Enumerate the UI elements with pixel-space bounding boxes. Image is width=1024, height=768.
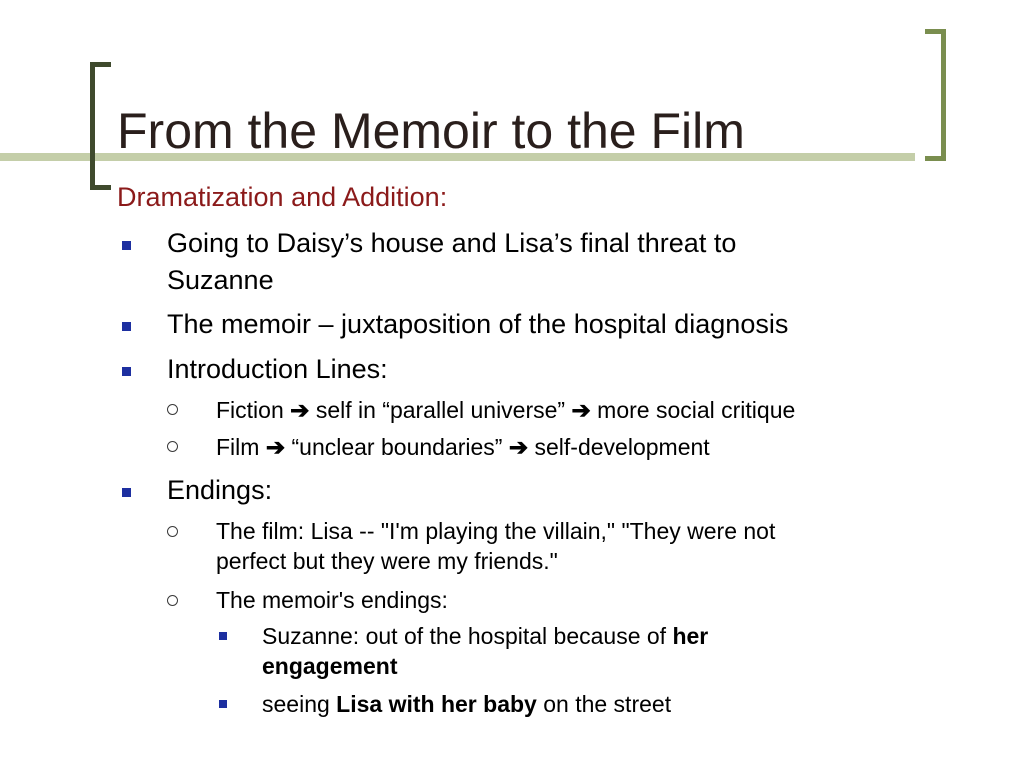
emphasis-text: engagement bbox=[262, 653, 398, 679]
sub-item-text: The memoir's endings: bbox=[216, 587, 448, 613]
sub-sub-list-item bbox=[262, 621, 708, 651]
slide-subtitle: Dramatization and Addition: bbox=[117, 182, 448, 212]
sub-list-item bbox=[216, 516, 775, 546]
slide-title: From the Memoir to the Film bbox=[117, 103, 745, 159]
list-item bbox=[167, 472, 272, 509]
sub-item-text: self in “parallel universe” bbox=[315, 397, 566, 423]
square-bullet-icon bbox=[219, 700, 227, 708]
sub-list-item-continuation bbox=[216, 546, 558, 576]
right-arrow-icon: ➔ bbox=[571, 397, 591, 423]
list-item-continuation bbox=[167, 262, 274, 299]
right-arrow-icon: ➔ bbox=[290, 397, 310, 423]
sub-list-item bbox=[216, 585, 448, 615]
circle-bullet-icon bbox=[167, 404, 178, 415]
sub-list-item bbox=[216, 432, 710, 462]
right-arrow-icon: ➔ bbox=[265, 434, 286, 460]
square-bullet-icon bbox=[219, 632, 227, 640]
square-bullet-icon bbox=[122, 367, 131, 376]
square-bullet-icon bbox=[122, 322, 131, 331]
list-item bbox=[167, 225, 736, 262]
list-item-text: Introduction Lines: bbox=[167, 354, 388, 384]
right-arrow-icon: ➔ bbox=[508, 434, 529, 460]
sub-sub-item-text: on the street bbox=[543, 691, 672, 717]
emphasis-text: Lisa with her baby bbox=[336, 691, 537, 717]
sub-sub-item-text: seeing bbox=[262, 691, 330, 717]
sub-sub-list-item bbox=[262, 689, 671, 719]
sub-sub-item-text: Suzanne: out of the hospital because of bbox=[262, 623, 667, 649]
list-item bbox=[167, 351, 388, 388]
list-item-text: Going to Daisy’s house and Lisa’s final threat to bbox=[167, 228, 737, 258]
emphasis-text: her bbox=[672, 623, 709, 649]
circle-bullet-icon bbox=[167, 595, 178, 606]
sub-item-text: perfect but they were my friends." bbox=[216, 548, 558, 574]
circle-bullet-icon bbox=[167, 526, 178, 537]
circle-bullet-icon bbox=[167, 441, 178, 452]
sub-item-text: more social critique bbox=[597, 397, 796, 423]
list-item-text: Endings: bbox=[167, 475, 273, 505]
sub-item-text: Film bbox=[216, 434, 260, 460]
sub-item-text: The film: Lisa -- "I'm playing the villain," "They were not bbox=[216, 518, 776, 544]
sub-list-item bbox=[216, 395, 795, 425]
sub-item-text: “unclear boundaries” bbox=[291, 434, 503, 460]
sub-item-text: self-development bbox=[534, 434, 710, 460]
sub-item-text: Fiction bbox=[216, 397, 284, 423]
list-item bbox=[167, 306, 788, 343]
list-item-text: The memoir – juxtaposition of the hospital diagnosis bbox=[167, 309, 789, 339]
sub-sub-list-item-continuation bbox=[262, 651, 397, 681]
square-bullet-icon bbox=[122, 241, 131, 250]
square-bullet-icon bbox=[122, 488, 131, 497]
list-item-text: Suzanne bbox=[167, 265, 274, 295]
